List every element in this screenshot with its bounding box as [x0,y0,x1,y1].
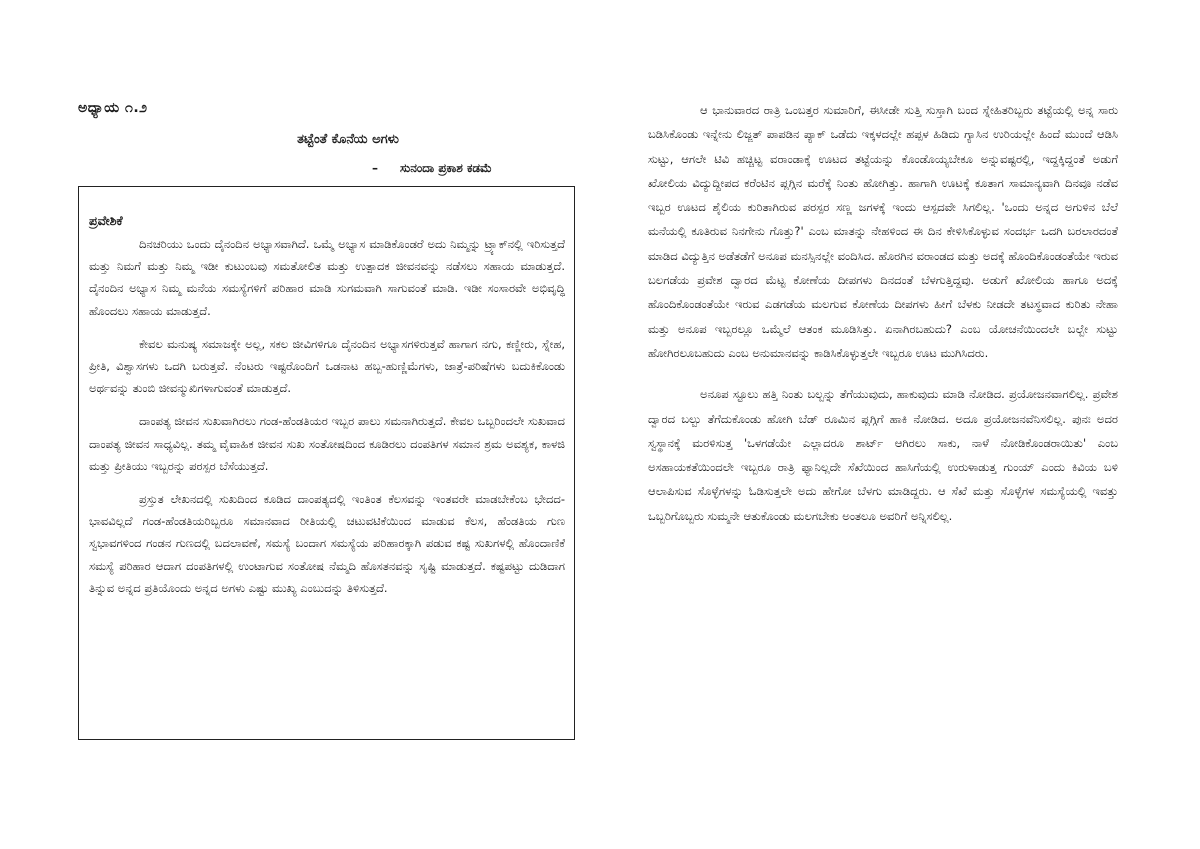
story-paragraph: ಆ ಭಾನುವಾರದ ರಾತ್ರಿ ಒಂಬತ್ತರ ಸುಮಾರಿಗೆ, ಈಸೀಡೇ ಸುತ್ತಿ ಸುಸ್ತಾಗಿ ಬಂದ ಸ್ನೇಹಿತರಿಬ್ಬರು ತಟ್ಟೆಯಲ್ಲಿ ಅನ್ನ ಸಾರು ಬಡಿಸಿಕೊಂಡು ಇನ್ನೇನು ಲಿಜ್ಜತ್ ಪಾಪಡಿನ ಪ್ಯಾಕ್ ಒಡೆದು ಇಕ್ಕಳದಲ್ಲೇ ಹಪ್ಪಳ ಹಿಡಿದು ಗ್ಯಾಸಿನ ಉರಿಯಲ್ಲೇ ಹಿಂದೆ ಮುಂದೆ ಆಡಿಸಿ ಸುಟ್ಟು, ಆಗಲೇ ಟಿವಿ ಹಚ್ಚಿಟ್ಟ ವರಾಂಡಾಕ್ಕೆ ಊಟದ ತಟ್ಟೆಯನ್ನು ಕೊಂಡೊಯ್ಯಬೇಕೂ ಅನ್ನುವಷ್ಟರಲ್ಲಿ, ಇದ್ದಕ್ಕಿದ್ದಂತೆ ಅಡುಗೆ ಖೋಲಿಯ ವಿದ್ಯುದ್ದೀಪದ ಕರೆಂಟಿನ ಪ್ಲಗ್ಗಿನ ಮರೆಕ್ಕೆ ನಿಂತು ಹೋಗಿತ್ತು. ಹಾಗಾಗಿ ಊಟಕ್ಕೆ ಕೂತಾಗ ಸಾಮಾನ್ಯವಾಗಿ ದಿನವೂ ನಡೆವ ಇಬ್ಬರ ಊಟದ ಶೈಲಿಯ ಕುರಿತಾಗಿರುವ ಪರಸ್ಪರ ಸಣ್ಣ ಜಗಳಕ್ಕೆ ಇಂದು ಆಸ್ಪದವೇ ಸಿಗಲಿಲ್ಲ. 'ಒಂದು ಅನ್ನದ ಅಗುಳಿನ ಬೆಲೆ ಮನೆಯಲ್ಲಿ ಕೂತಿರುವ ನಿನಗೇನು ಗೊತ್ತು?' ಎಂಬ ಮಾತನ್ನು ನೇಹಳಿಂದ ಈ ದಿನ ಕೇಳಿಸಿಕೊಳ್ಳುವ ಸಂದರ್ಭ ಒದಗಿ ಬರಲಾರದಂತೆ ಮಾಡಿದ ವಿದ್ಯುತ್ತಿನ ಅಡೆತಡೆಗೆ ಅನೂಪ ಮನಸ್ಸಿನಲ್ಲೇ ವಂದಿಸಿದ. ಹೊರಗಿನ ವರಾಂಡದ ಮತ್ತು ಅದಕ್ಕೆ ಹೊಂದಿಕೊಂಡಂತೆಯೇ ಇರುವ ಬಲಗಡೆಯ ಪ್ರವೇಶ ದ್ವಾರದ ಮೆಟ್ಟ ಕೋಣೆಯ ದೀಪಗಳು ದಿನದಂತೆ ಬೆಳಗುತ್ತಿದ್ದವು. ಅಡುಗೆ ಖೋಲಿಯ ಹಾಗೂ ಅದಕ್ಕೆ ಹೊಂದಿಕೊಂಡಂತೆಯೇ ಇರುವ ಎಡಗಡೆಯ ಮಲಗುವ ಕೋಣೆಯ ದೀಪಗಳು ಹೀಗೆ ಬೆಳಕು ನೀಡದೇ ತಟಸ್ಥವಾದ ಕುರಿತು ನೇಹಾ ಮತ್ತು ಅನೂಪ ಇಬ್ಬರಲ್ಲೂ ಒಮ್ಮೆಲೆ ಆತಂಕ ಮೂಡಿಸಿತ್ತು. ಏನಾಗಿರಬಹುದು? ಎಂಬ ಯೋಚನೆಯಿಂದಲೇ ಬಲ್ಬೇ ಸುಟ್ಟು ಹೋಗಿರಲೂಬಹುದು ಎಂಬ ಅನುಮಾನವನ್ನು ಕಾಡಿಸಿಕೊಳ್ಳುತ್ತಲೇ ಇಬ್ಬರೂ ಊಟ ಮುಗಿಸಿದರು. [648,103,1118,360]
intro-heading: ಪ್ರವೇಶಿಕೆ [89,213,123,228]
author-dash: – [372,161,378,175]
page-title: ತಟ್ಟೆಂತೆ ಕೊನೆಯ ಅಗಳು [297,132,399,147]
author-line [372,161,492,176]
intro-paragraph: ದಾಂಪತ್ಯ ಜೀವನ ಸುಖವಾಗಿರಲು ಗಂಡ-ಹೆಂಡತಿಯರ ಇಬ್ಬರ ಪಾಲು ಸಮನಾಗಿರುತ್ತದೆ. ಕೇವಲ ಒಬ್ಬರಿಂದಲೇ ಸುಖವಾದ ದಾಂಪತ್ಯ ಜೀವನ ಸಾಧ್ಯವಿಲ್ಲ. ತಮ್ಮ ವೈವಾಹಿಕ ಜೀವನ ಸುಖ ಸಂತೋಷದಿಂದ ಕೂಡಿರಲು ದಂಪತಿಗಳ ಸಮಾನ ಶ್ರಮ ಅವಶ್ಯಕ, ಕಾಳಜಿ ಮತ್ತು ಪ್ರೀತಿಯು ಇಬ್ಬರನ್ನು ಪರಸ್ಪರ ಬೆಸೆಯುತ್ತದೆ. [89,414,565,473]
intro-box [78,186,575,740]
intro-paragraph: ದಿನಚರಿಯು ಒಂದು ದೈನಂದಿನ ಅಭ್ಯಾಸವಾಗಿದೆ. ಒಮ್ಮೆ ಅಭ್ಯಾಸ ಮಾಡಿಕೊಂಡರೆ ಅದು ನಿಮ್ಮನ್ನು ಟ್ರ್ಯಾಕ್‌ನಲ್ಲಿ ಇರಿಸುತ್ತದೆ ಮತ್ತು ನಿಮಗೆ ಮತ್ತು ನಿಮ್ಮ ಇಡೀ ಕುಟುಂಬವು ಸಮತೋಲಿತ ಮತ್ತು ಉತ್ಪಾದಕ ಜೀವನವನ್ನು ನಡೆಸಲು ಸಹಾಯ ಮಾಡುತ್ತದೆ. ದೈನಂದಿನ ಅಭ್ಯಾಸ ನಿಮ್ಮ ಮನೆಯ ಸಮಸ್ಯೆಗಳಿಗೆ ಪರಿಹಾರ ಮಾಡಿ ಸುಗಮವಾಗಿ ಸಾಗುವಂತೆ ಮಾಡಿ. ಇಡೀ ಸಂಸಾರವೇ ಅಭಿವೃದ್ಧಿ ಹೊಂದಲು ಸಹಾಯ ಮಾಡುತ್ತದೆ. [89,237,565,318]
story-paragraph: ಅನೂಪ ಸ್ಟೂಲು ಹತ್ತಿ ನಿಂತು ಬಲ್ಬನ್ನು ತೆಗೆಯುವುದು, ಹಾಕುವುದು ಮಾಡಿ ನೋಡಿದ. ಪ್ರಯೋಜನವಾಗಲಿಲ್ಲ. ಪ್ರವೇಶ ದ್ವಾರದ ಬಲ್ಬು ತೆಗೆದುಕೊಂಡು ಹೋಗಿ ಬೆಡ್ ರೂಮಿನ ಪ್ಲಗ್ಗಿಗೆ ಹಾಕಿ ನೋಡಿದ. ಅದೂ ಪ್ರಯೋಜನವೆನಿಸಲಿಲ್ಲ. ಪುನಃ ಅದರ ಸ್ವಸ್ಥಾನಕ್ಕೆ ಮರಳಿಸುತ್ತ 'ಒಳಗಡೆಯೇ ಎಲ್ಲಾದರೂ ಶಾರ್ಟ್ ಆಗಿರಲು ಸಾಕು, ನಾಳೆ ನೋಡಿಕೊಂಡರಾಯಿತು' ಎಂಬ ಅಸಹಾಯಕತೆಯಿಂದಲೇ ಇಬ್ಬರೂ ರಾತ್ರಿ ಫ್ಯಾನಿಲ್ಲದೇ ಸೆಖೆಯಿಂದ ಹಾಸಿಗೆಯಲ್ಲಿ ಉರುಳಾಡುತ್ತ ಗುಂಯ್ ಎಂದು ಕಿವಿಯ ಬಳಿ ಆಲಾಪಿಸುವ ಸೊಳ್ಳೆಗಳನ್ನು ಓಡಿಸುತ್ತಲೇ ಅದು ಹೇಗೋ ಬೆಳಗು ಮಾಡಿದ್ದರು. ಆ ಸೆಖೆ ಮತ್ತು ಸೊಳ್ಳೆಗಳ ಸಮಸ್ಯೆಯಲ್ಲಿ ಇವತ್ತು ಒಬ್ಬರಿಗೊಬ್ಬರು ಸುಮ್ಮನೇ ಆತುಕೊಂಡು ಮಲಗಬೇಕು ಅಂತಲೂ ಅವರಿಗೆ ಅನ್ನಿಸಲಿಲ್ಲ. [648,387,1118,523]
author-name: ಸುನಂದಾ ಪ್ರಕಾಶ ಕಡಮೆ [400,161,492,175]
intro-paragraph: ಪ್ರಸ್ತುತ ಲೇಖನದಲ್ಲಿ ಸುಖದಿಂದ ಕೂಡಿದ ದಾಂಪತ್ಯದಲ್ಲಿ ಇಂತಿಂತ ಕೆಲಸವನ್ನು ಇಂತವರೇ ಮಾಡಬೇಕೆಂಬ ಭೇದದ-ಭಾವವಿಲ್ಲದೆ ಗಂಡ-ಹೆಂಡತಿಯರಿಬ್ಬರೂ ಸಮಾನವಾದ ರೀತಿಯಲ್ಲಿ ಚಟುವಟಿಕೆಯಿಂದ ಮಾಡುವ ಕೆಲಸ, ಹೆಂಡತಿಯ ಗುಣ ಸ್ವಭಾವಗಳಿಂದ ಗಂಡನ ಗುಣದಲ್ಲಿ ಬದಲಾವಣೆ, ಸಮಸ್ಯೆ ಬಂದಾಗ ಸಮಸ್ಯೆಯ ಪರಿಹಾರಕ್ಕಾಗಿ ಪಡುವ ಕಷ್ಟ ಸುಖಗಳಲ್ಲಿ ಹೊಂದಾಣಿಕೆ ಸಮಸ್ಯೆ ಪರಿಹಾರ ಆದಾಗ ದಂಪತಿಗಳಲ್ಲಿ ಉಂಟಾಗುವ ಸಂತೋಷ ನೆಮ್ಮದಿ ಹೊಸತನವನ್ನು ಸೃಷ್ಟಿ ಮಾಡುತ್ತದೆ. ಕಷ್ಟಪಟ್ಟು ದುಡಿದಾಗ ತಿನ್ನುವ ಅನ್ನದ ಪ್ರತಿಯೊಂದು ಅನ್ನದ ಅಗಳು ಎಷ್ಟು ಮುಖ್ಯ ಎಂಬುದನ್ನು ತಿಳಿಸುತ್ತದೆ. [89,492,565,595]
intro-paragraph: ಕೇವಲ ಮನುಷ್ಯ ಸಮಾಜಕ್ಕೇ ಅಲ್ಲ, ಸಕಲ ಜೀವಿಗಳಿಗೂ ದೈನಂದಿನ ಅಭ್ಯಾಸಗಳಿರುತ್ತವೆ ಹಾಗಾಗ ನಗು, ಕಣ್ಣೀರು, ಸ್ನೇಹ, ಪ್ರೀತಿ, ವಿಶ್ವಾಸಗಳು ಒದಗಿ ಬರುತ್ತವೆ. ನೆಂಟರು ಇಷ್ಟರೊಂದಿಗೆ ಒಡನಾಟ ಹಬ್ಬ-ಹುಣ್ಣಿಮೆಗಳು, ಜಾತ್ರೆ-ಪರಿಷೆಗಳು ಬದುಕಿಕೊಂಡು ಅರ್ಥವನ್ನು ತುಂಬಿ ಜೀವನ್ಮುಖಿಗಳಾಗುವಂತೆ ಮಾಡುತ್ತದೆ. [89,336,565,396]
chapter-label: ಅಧ್ಯಾಯ ೧.೨ [78,100,148,116]
story-column [648,98,1118,545]
